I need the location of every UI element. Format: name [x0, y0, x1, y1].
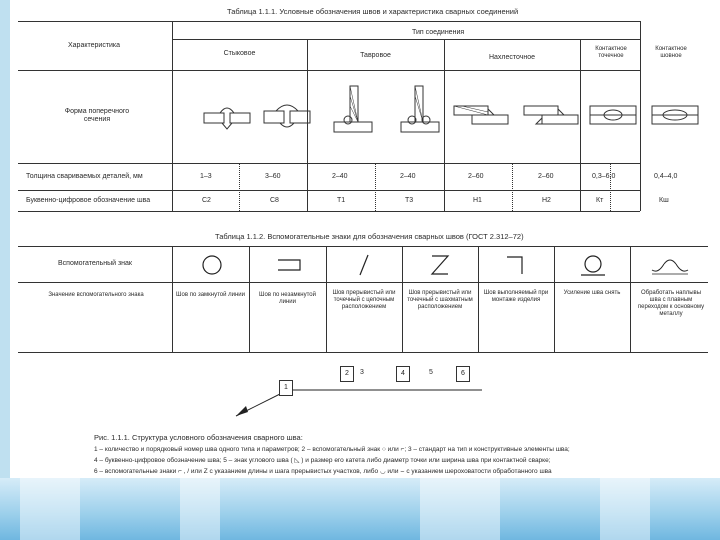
meaning-open-line: Шов по незамкнутой линии: [259, 292, 316, 305]
col-butt: Стыковое: [223, 50, 256, 57]
table1-top-border: [18, 21, 640, 22]
footer-highlight: [420, 478, 500, 540]
open-line-sign-icon: [274, 256, 304, 274]
table1-thickness-line: [18, 190, 640, 191]
col-spot: Контактное точечное: [595, 46, 627, 59]
table2-mid-line: [18, 282, 708, 283]
thickness-ksh: 0,4–4,0: [654, 173, 678, 180]
table2-vline: [402, 246, 403, 352]
table2-bottom-border: [18, 352, 708, 353]
footer-highlight: [20, 478, 80, 540]
structure-number: 3: [360, 369, 364, 376]
table1-header-line: [18, 70, 640, 71]
table2-vline: [172, 246, 173, 352]
table1-group-line: [172, 39, 640, 40]
figure-caption-line: 4 – буквенно-цифровое обозначение шва; 5 – знак углового шва ( ◺ ) и размер его катета либо диаметр точки или ширина шва при контактной сварке;: [94, 457, 551, 464]
staggered-intermittent-sign-icon: [428, 253, 452, 277]
row-thickness-label: Толщина свариваемых деталей, мм: [26, 173, 143, 180]
footer-highlight: [180, 478, 220, 540]
row-code-label: Буквенно-цифровое обозначение шва: [26, 197, 151, 204]
col-tee: Тавровое: [360, 52, 391, 59]
remove-reinforcement-sign-icon: [578, 252, 608, 278]
code-ksh: Кш: [659, 197, 669, 204]
table2-vline: [326, 246, 327, 352]
table1-vline: [444, 39, 445, 211]
table2-vline: [249, 246, 250, 352]
table2-top-border: [18, 246, 708, 247]
table1-subline: [375, 163, 376, 211]
thickness-c8: 3–60: [265, 173, 281, 180]
code-t3: Т3: [405, 197, 414, 204]
lap-weld-section-1: [452, 98, 512, 134]
meaning-remove-reinforcement: Усиление шва снять: [563, 290, 621, 296]
spot-weld-section: [588, 100, 638, 130]
table1-subline: [239, 163, 240, 211]
thickness-c2: 1–3: [200, 173, 212, 180]
tee-weld-section-1: [330, 82, 375, 142]
chain-intermittent-sign-icon: [352, 253, 376, 277]
slide-footer-gradient: [0, 478, 720, 540]
table2-vline: [478, 246, 479, 352]
structure-number: 6: [456, 366, 470, 382]
meaning-smooth-transition: Обработать наплывы шва с плавным переходом к основному металлу: [637, 290, 705, 317]
butt-weld-section-2: [262, 95, 312, 135]
structure-number: 2: [340, 366, 354, 382]
thickness-t1: 2–40: [332, 173, 348, 180]
table1-title: Таблица 1.1.1. Условные обозначения швов и характеристика сварных соединений: [227, 7, 519, 16]
row-sign-label: Вспомогательный знак: [58, 260, 132, 267]
thickness-h1: 2–60: [468, 173, 484, 180]
figure-caption-line: 6 – вспомогательные знаки ⌐ , / или Z с указанием длины и шага прерывистых участков, либо ◡ или ⌣ с указанием шероховатости обработанного шва: [94, 468, 552, 475]
table1-bottom-border: [18, 211, 640, 212]
table2-title: Таблица 1.1.2. Вспомогательные знаки для обозначения сварных швов (ГОСТ 2.312–72): [215, 232, 524, 241]
closed-line-sign-icon: [200, 254, 224, 276]
thickness-t3: 2–40: [400, 173, 416, 180]
document-scan: [12, 0, 720, 478]
figure-caption-title: Рис. 1.1.1. Структура условного обозначения сварного шва:: [94, 433, 303, 442]
meaning-closed-line: Шов по замкнутой линии: [176, 292, 245, 298]
table1-subline: [512, 163, 513, 211]
code-c8: С8: [270, 197, 279, 204]
code-h1: Н1: [473, 197, 482, 204]
figure-caption-line: 1 – количество и порядковый номер шва одного типа и параметров; 2 – вспомогательный знак ○ или ⌐; 3 – стандарт на тип и конструктивные элементы шва;: [94, 446, 570, 453]
lap-weld-section-2: [522, 98, 582, 134]
table2-vline: [630, 246, 631, 352]
meaning-staggered-intermittent: Шов прерывистый или точечный с шахматным расположением: [407, 290, 473, 310]
row-form-label: Форма поперечного сечения: [64, 108, 130, 123]
code-h2: Н2: [542, 197, 551, 204]
thickness-h2: 2–60: [538, 173, 554, 180]
table1-form-line: [18, 163, 640, 164]
footer-highlight: [600, 478, 650, 540]
code-c2: С2: [202, 197, 211, 204]
meaning-chain-intermittent: Шов прерывистый или точечный с цепочным расположением: [332, 290, 396, 310]
site-weld-sign-icon: [504, 253, 528, 277]
structure-number: 5: [429, 369, 433, 376]
seam-weld-section: [650, 100, 700, 130]
smooth-transition-sign-icon: [650, 254, 690, 278]
meaning-site-weld: Шов выполняемый при монтаже изделия: [483, 290, 549, 303]
table1-vline: [640, 21, 641, 211]
col-seam: Контактное шовное: [655, 46, 687, 59]
left-accent-strip: [0, 0, 10, 540]
col-lap: Нахлесточное: [488, 54, 536, 61]
row-header-characteristic: Характеристика: [68, 42, 121, 49]
structure-number: 4: [396, 366, 410, 382]
tee-weld-section-2: [397, 82, 442, 142]
structure-number: 1: [279, 380, 293, 396]
row-meaning-label: Значение вспомогательного знака: [48, 292, 144, 298]
butt-weld-section-1: [202, 95, 252, 135]
table2-vline: [554, 246, 555, 352]
table1-subline: [610, 163, 611, 211]
code-t1: Т1: [337, 197, 346, 204]
thickness-kt: 0,3–6,0: [592, 173, 616, 180]
col-group-label: Тип соединения: [412, 29, 465, 36]
code-kt: Кт: [596, 197, 604, 204]
